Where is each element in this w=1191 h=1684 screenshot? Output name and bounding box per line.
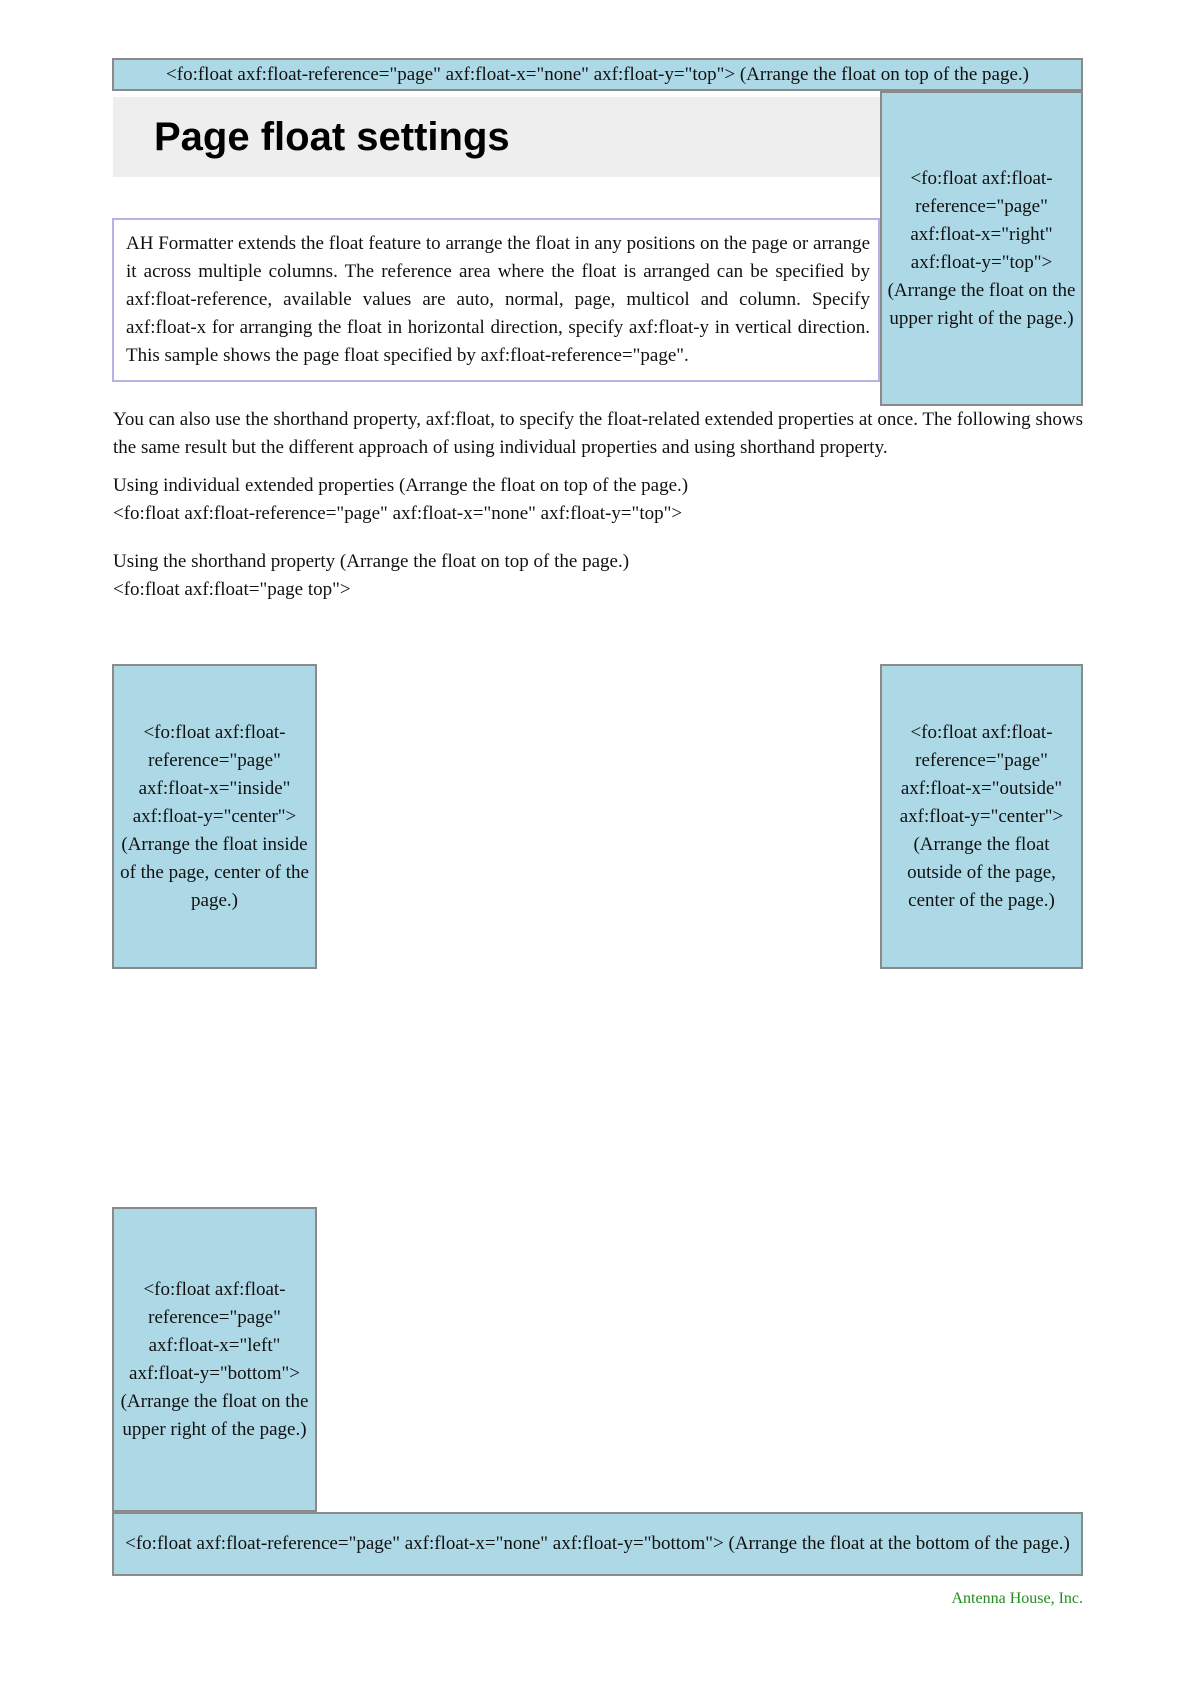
individual-properties-block (113, 472, 1083, 528)
intro-box (112, 218, 880, 382)
shorthand-property-block (113, 548, 1083, 604)
intro-text: AH Formatter extends the float feature to arrange the float in any positions on the page or arrange it across multiple columns. The reference area where the float is arranged can be specified by axf:float-reference, available values are auto, normal, page, multicol and column. Specify axf:float-x for arranging the float in horizontal direction, specify axf:float-y in vertical direction. This sample shows the page float specified by axf:float-reference="page". (126, 233, 870, 366)
individual-properties-code: <fo:float axf:float-reference="page" axf:float-x="none" axf:float-y="top"> (113, 503, 683, 524)
float-top-right (880, 91, 1083, 406)
individual-properties-label: Using individual extended properties (Arrange the float on top of the page.) (113, 475, 689, 496)
float-outside-center (880, 664, 1083, 969)
shorthand-property-code: <fo:float axf:float="page top"> (113, 579, 351, 600)
footer-credit: Antenna House, Inc. (951, 1590, 1083, 1607)
float-left-bottom (112, 1207, 317, 1512)
float-inside-center (112, 664, 317, 969)
page-title: Page float settings (154, 114, 510, 159)
float-left-bottom-text: <fo:float axf:float-reference="page" axf:float-x="left" axf:float-y="bottom"> (Arrange the float on the upper right of the page.) (120, 1278, 309, 1440)
float-bottom (112, 1512, 1083, 1576)
title-bar (113, 97, 880, 177)
float-top-text: <fo:float axf:float-reference="page" axf:float-x="none" axf:float-y="top"> (Arrange the float on top of the page.) (166, 63, 1029, 85)
float-outside-center-text: <fo:float axf:float-reference="page" axf:float-x="outside" axf:float-y="center"> (Arrange the float outside of the page, center of the page.) (899, 721, 1064, 911)
shorthand-property-label: Using the shorthand property (Arrange the float on top of the page.) (113, 551, 630, 572)
float-bottom-text: <fo:float axf:float-reference="page" axf:float-x="none" axf:float-y="bottom"> (Arrange the float at the bottom of the page.) (125, 1533, 1070, 1554)
shorthand-intro-paragraph: You can also use the shorthand property, axf:float, to specify the float-related extended properties at once. The following shows the same result but the different approach of using individual properties and using shorthand property. (113, 409, 1083, 458)
float-top-right-text: <fo:float axf:float-reference="page" axf:float-x="right" axf:float-y="top"> (Arrange the float on the upper right of the page.) (887, 167, 1076, 329)
float-top (112, 58, 1083, 91)
float-inside-center-text: <fo:float axf:float-reference="page" axf:float-x="inside" axf:float-y="center"> (Arrange the float inside of the page, center of the page.) (120, 721, 309, 911)
